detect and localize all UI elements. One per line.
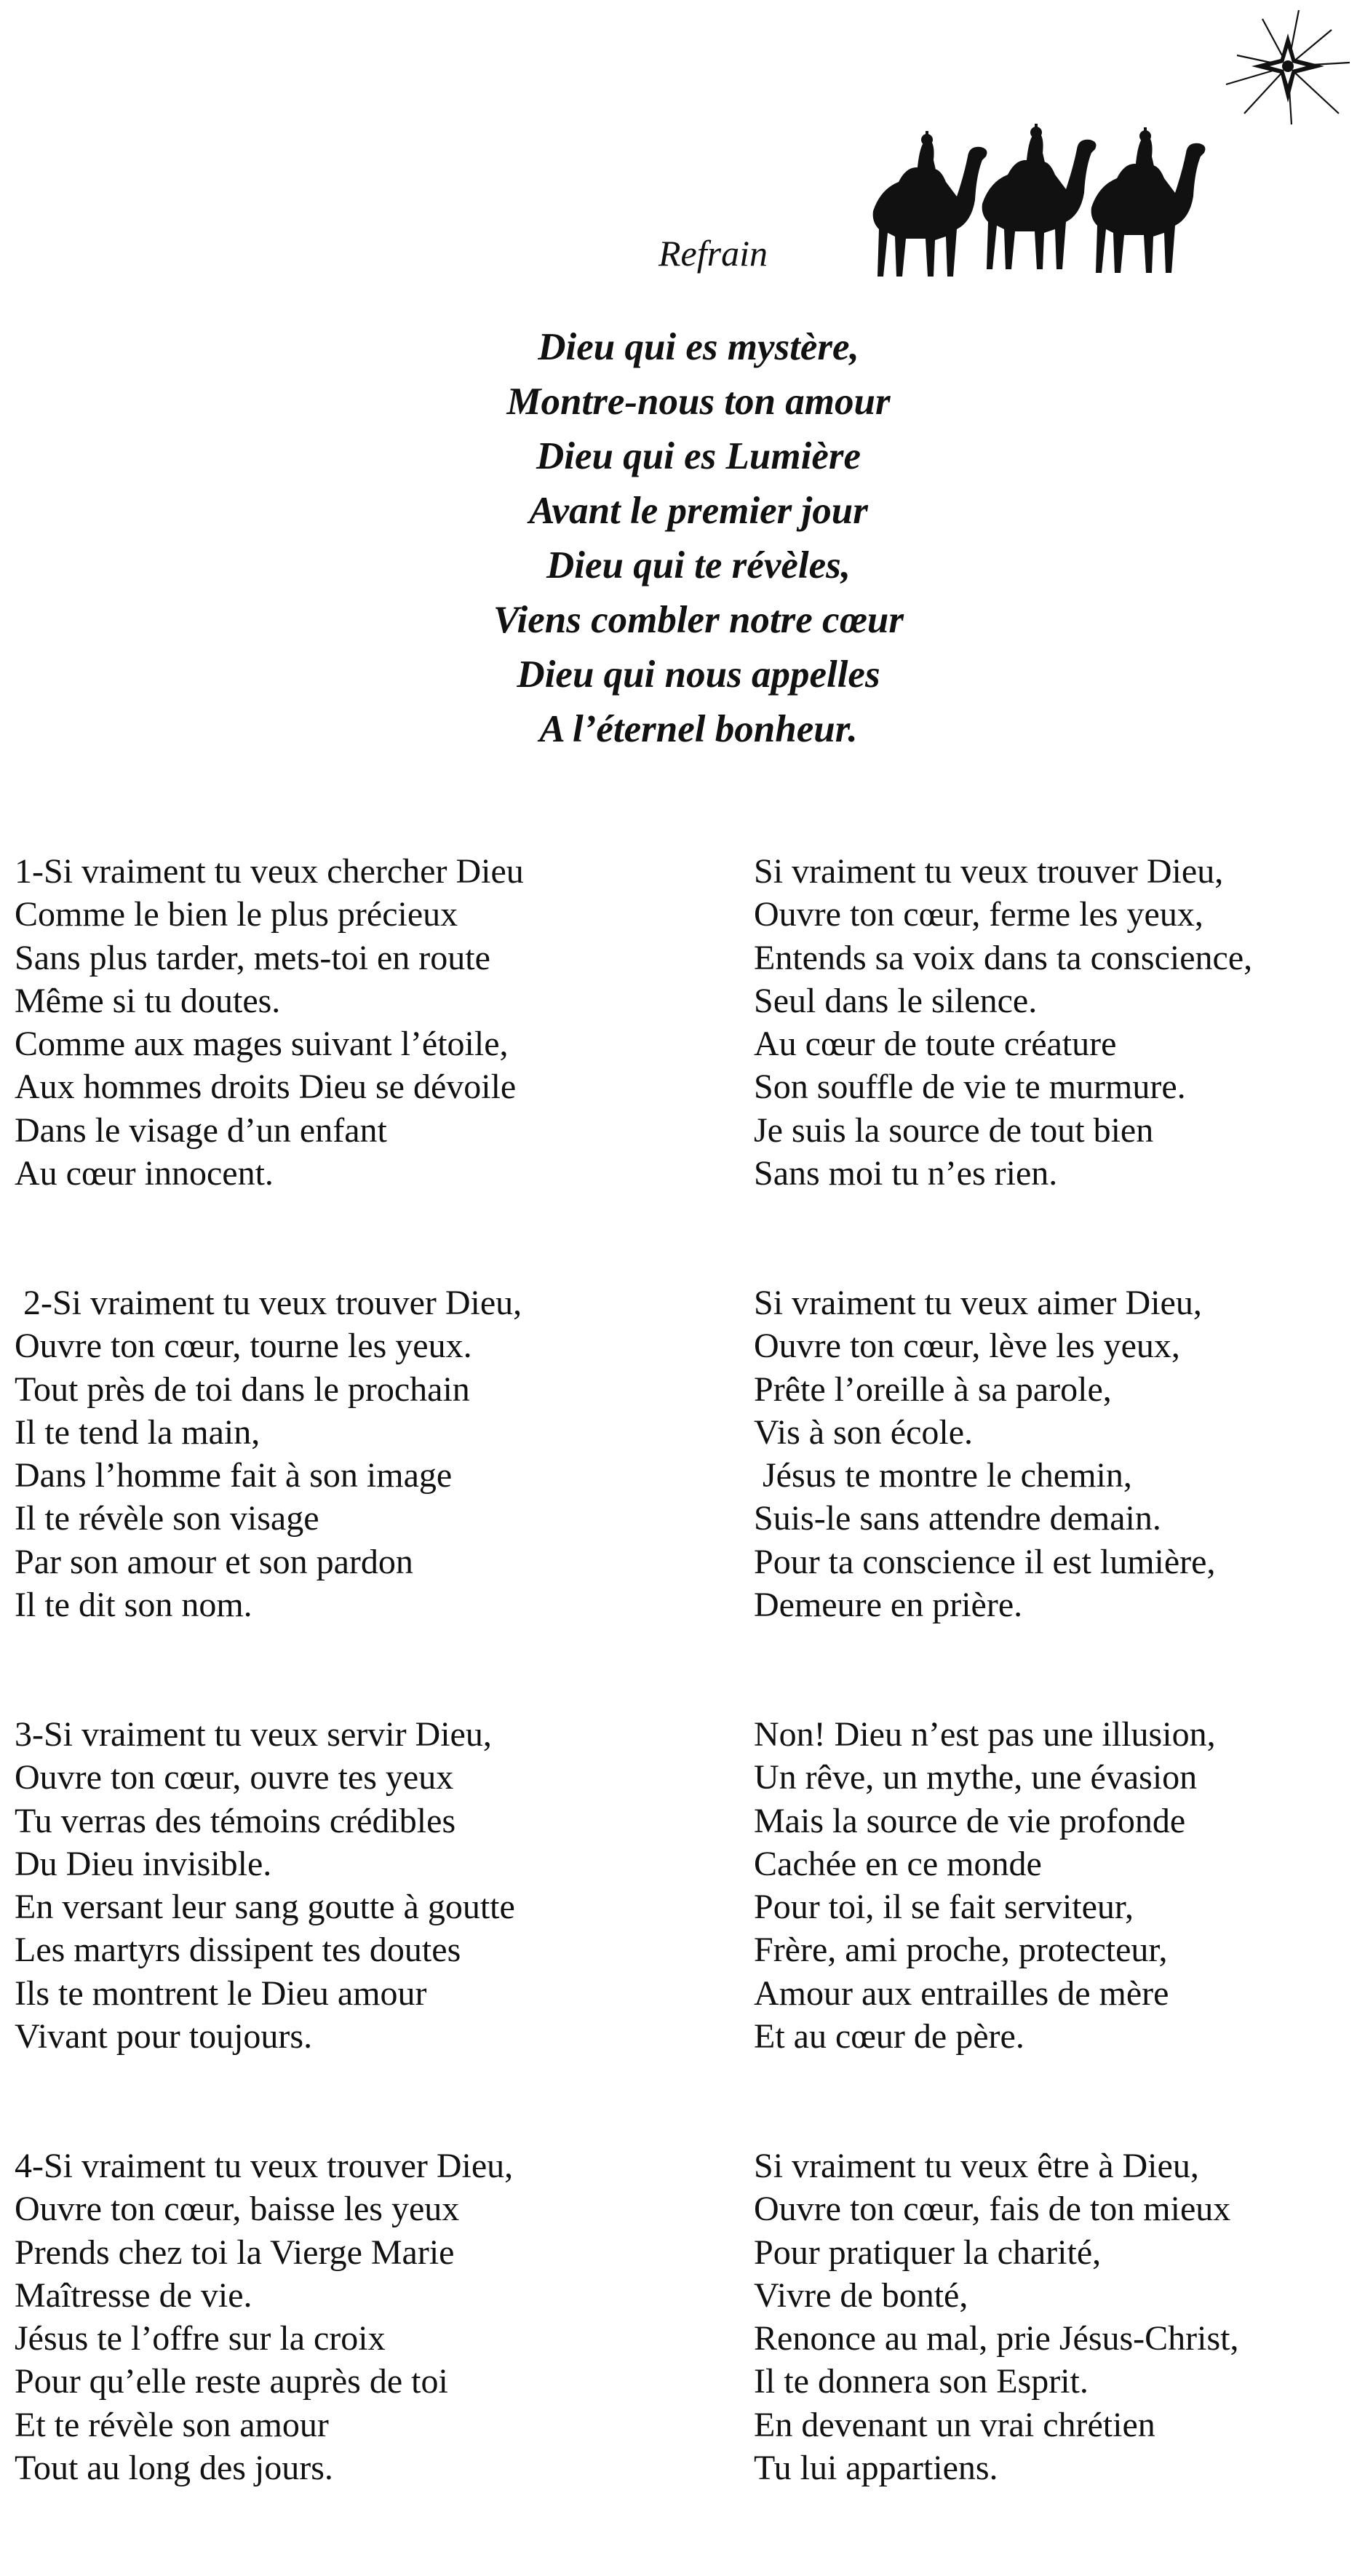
- stanza: [15, 1713, 691, 2058]
- verse-line: Au cœur de toute créature: [754, 1025, 1117, 1064]
- refrain-line: Dieu qui es mystère,: [538, 326, 859, 368]
- verse-line: En versant leur sang goutte à goutte: [15, 1888, 515, 1927]
- verse-line: Mais la source de vie profonde: [754, 1801, 1186, 1840]
- verse-line: En devenant un vrai chrétien: [754, 2405, 1155, 2444]
- verse-line: Son souffle de vie te murmure.: [754, 1068, 1186, 1107]
- verse-line: Non! Dieu n’est pas une illusion,: [754, 1714, 1216, 1754]
- verse-line: Par son amour et son pardon: [15, 1542, 413, 1581]
- star-icon: [1222, 4, 1353, 128]
- verse-line: Dans l’homme fait à son image: [15, 1456, 453, 1495]
- verse-line: Et au cœur de père.: [754, 2017, 1024, 2056]
- verse-line: Jésus te montre le chemin,: [754, 1456, 1132, 1495]
- verse-line: Frère, ami proche, protecteur,: [754, 1931, 1168, 1970]
- verse-line: Comme aux mages suivant l’étoile,: [15, 1025, 509, 1064]
- verse-line: Amour aux entrailles de mère: [754, 1973, 1169, 2013]
- refrain-line: Dieu qui nous appelles: [517, 653, 880, 696]
- verse-line: Pour qu’elle reste auprès de toi: [15, 2362, 448, 2401]
- verse-line: Les martyrs dissipent tes doutes: [15, 1931, 461, 1970]
- verse-line: Seul dans le silence.: [754, 981, 1038, 1020]
- verse-line: Il te dit son nom.: [15, 1586, 252, 1625]
- verse-line: Maîtresse de vie.: [15, 2275, 252, 2315]
- verse-line: Si vraiment tu veux être à Dieu,: [754, 2146, 1199, 2185]
- stanza: [754, 1713, 1350, 2058]
- verse-line: Ouvre ton cœur, tourne les yeux.: [15, 1327, 472, 1366]
- refrain-line: A l’éternel bonheur.: [539, 708, 858, 750]
- verse-line: Ouvre ton cœur, lève les yeux,: [754, 1327, 1180, 1366]
- verse-line: Ouvre ton cœur, fais de ton mieux: [754, 2190, 1231, 2229]
- verse-line: Pour pratiquer la charité,: [754, 2233, 1102, 2272]
- verse-line: Sans moi tu n’es rien.: [754, 1154, 1058, 1193]
- verse-line: Sans plus tarder, mets-toi en route: [15, 938, 490, 977]
- right-column: [754, 850, 1350, 2576]
- refrain-line: Dieu qui te révèles,: [546, 544, 851, 587]
- verse-line: Au cœur innocent.: [15, 1154, 274, 1193]
- verse-line: 1-Si vraiment tu veux chercher Dieu: [15, 852, 524, 891]
- verse-line: Il te révèle son visage: [15, 1499, 319, 1538]
- verse-line: Du Dieu invisible.: [15, 1844, 272, 1883]
- stanza: [754, 850, 1350, 1195]
- stanza: [754, 2144, 1350, 2489]
- verse-line: Tu lui appartiens.: [754, 2448, 998, 2487]
- verse-line: Vivre de bonté,: [754, 2275, 968, 2315]
- refrain-line: Avant le premier jour: [529, 490, 868, 532]
- verse-line: Suis-le sans attendre demain.: [754, 1499, 1161, 1538]
- verse-line: Ouvre ton cœur, baisse les yeux: [15, 2190, 460, 2229]
- verse-line: Tu verras des témoins crédibles: [15, 1801, 456, 1840]
- verse-line: Ouvre ton cœur, ferme les yeux,: [754, 895, 1203, 934]
- verse-line: Tout près de toi dans le prochain: [15, 1370, 470, 1409]
- verse-line: Tout au long des jours.: [15, 2448, 333, 2487]
- verse-line: Dans le visage d’un enfant: [15, 1110, 387, 1150]
- refrain-line: Viens combler notre cœur: [493, 599, 904, 641]
- verse-line: Renonce au mal, prie Jésus-Christ,: [754, 2319, 1239, 2358]
- verse-line: Ouvre ton cœur, ouvre tes yeux: [15, 1758, 454, 1797]
- refrain: [313, 320, 1084, 757]
- verse-line: Demeure en prière.: [754, 1586, 1023, 1625]
- verse-line: Cachée en ce monde: [754, 1844, 1042, 1883]
- refrain-line: Montre-nous ton amour: [506, 381, 891, 423]
- verse-line: 2-Si vraiment tu veux trouver Dieu,: [15, 1283, 522, 1322]
- verse-line: Et te révèle son amour: [15, 2405, 329, 2444]
- verse-line: Un rêve, un mythe, une évasion: [754, 1758, 1198, 1797]
- verse-line: 3-Si vraiment tu veux servir Dieu,: [15, 1714, 492, 1754]
- verse-line: Je suis la source de tout bien: [754, 1110, 1154, 1150]
- verse-line: Même si tu doutes.: [15, 981, 281, 1020]
- verse-line: Vis à son école.: [754, 1412, 974, 1452]
- stanza: [15, 1281, 691, 1626]
- refrain-line: Dieu qui es Lumière: [536, 435, 861, 477]
- verse-line: Comme le bien le plus précieux: [15, 895, 458, 934]
- verse-line: Il te donnera son Esprit.: [754, 2362, 1089, 2401]
- verse-line: Prends chez toi la Vierge Marie: [15, 2233, 455, 2272]
- verse-line: 4-Si vraiment tu veux trouver Dieu,: [15, 2146, 514, 2185]
- verse-line: Jésus te l’offre sur la croix: [15, 2319, 386, 2358]
- verse-line: Aux hommes droits Dieu se dévoile: [15, 1068, 517, 1107]
- verse-line: Vivant pour toujours.: [15, 2017, 313, 2056]
- refrain-label: Refrain: [658, 233, 768, 274]
- stanza: [15, 850, 691, 1195]
- stanza: [15, 2144, 691, 2489]
- left-column: [15, 850, 691, 2576]
- camels-illustration: [866, 109, 1215, 284]
- verse-line: Ils te montrent le Dieu amour: [15, 1973, 427, 2013]
- verse-line: Pour toi, il se fait serviteur,: [754, 1888, 1134, 1927]
- verse-line: Il te tend la main,: [15, 1412, 260, 1452]
- verse-line: Pour ta conscience il est lumière,: [754, 1542, 1216, 1581]
- stanza: [754, 1281, 1350, 1626]
- verse-line: Si vraiment tu veux trouver Dieu,: [754, 852, 1224, 891]
- verse-line: Prête l’oreille à sa parole,: [754, 1370, 1112, 1409]
- verse-line: Entends sa voix dans ta conscience,: [754, 938, 1253, 977]
- verse-line: Si vraiment tu veux aimer Dieu,: [754, 1283, 1202, 1322]
